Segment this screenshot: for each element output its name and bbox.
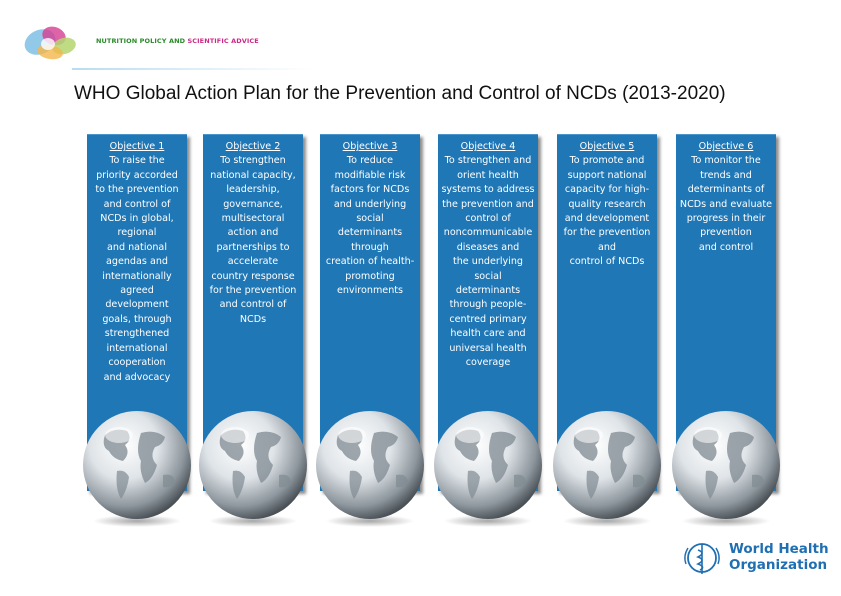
objective-heading: Objective 2 <box>225 141 281 152</box>
page-title: WHO Global Action Plan for the Prevention and Control of NCDs (2013-2020) <box>74 83 726 104</box>
objective-heading: Objective 3 <box>342 141 398 152</box>
swirl-logo-icon <box>20 20 90 68</box>
objective-text: To promote and support national capacity for high- quality research and development for the prevention and control of NCDs <box>563 155 651 268</box>
program-logo <box>12 20 312 60</box>
globe-icon <box>308 405 432 529</box>
objective-text: To monitor the trends and determinants of NCDs and evaluate progress in their prevention and control <box>679 155 773 253</box>
logo-divider <box>72 68 312 70</box>
globe-icon <box>426 405 550 529</box>
globe-icon <box>545 405 669 529</box>
who-wordmark <box>729 541 829 573</box>
globe-icon <box>664 405 788 529</box>
who-name-line2: Organization <box>729 557 828 573</box>
objective-heading: Objective 1 <box>109 141 165 152</box>
globe-icon <box>191 405 315 529</box>
objective-text: To reduce modifiable risk factors for NCDs and underlying social determinants through creation of health- promoting environments <box>325 155 415 297</box>
objective-heading: Objective 4 <box>460 141 516 152</box>
program-name-part2: SCIENTIFIC ADVICE <box>187 37 259 45</box>
objective-heading: Objective 5 <box>579 141 635 152</box>
objective-text: To strengthen and orient health systems to address the prevention and control of noncommunicable diseases and the underlying social determinants through people- centred primary health care and universal health coverage <box>441 155 535 369</box>
program-name <box>96 37 259 45</box>
objective-text: To strengthen national capacity, leadership, governance, multisectoral action and partnerships to accelerate country response for the prevention and control of NCDs <box>209 155 297 325</box>
who-emblem-icon <box>677 538 727 578</box>
objective-text: To raise the priority accorded to the prevention and control of NCDs in global, regional and national agendas and internationally agreed development goals, through strengthened international cooperation and advocacy <box>95 155 179 383</box>
globe-icon <box>75 405 199 529</box>
objective-heading: Objective 6 <box>698 141 754 152</box>
program-name-part1: NUTRITION POLICY AND <box>96 37 188 45</box>
who-name-line1: World Health <box>729 541 829 557</box>
